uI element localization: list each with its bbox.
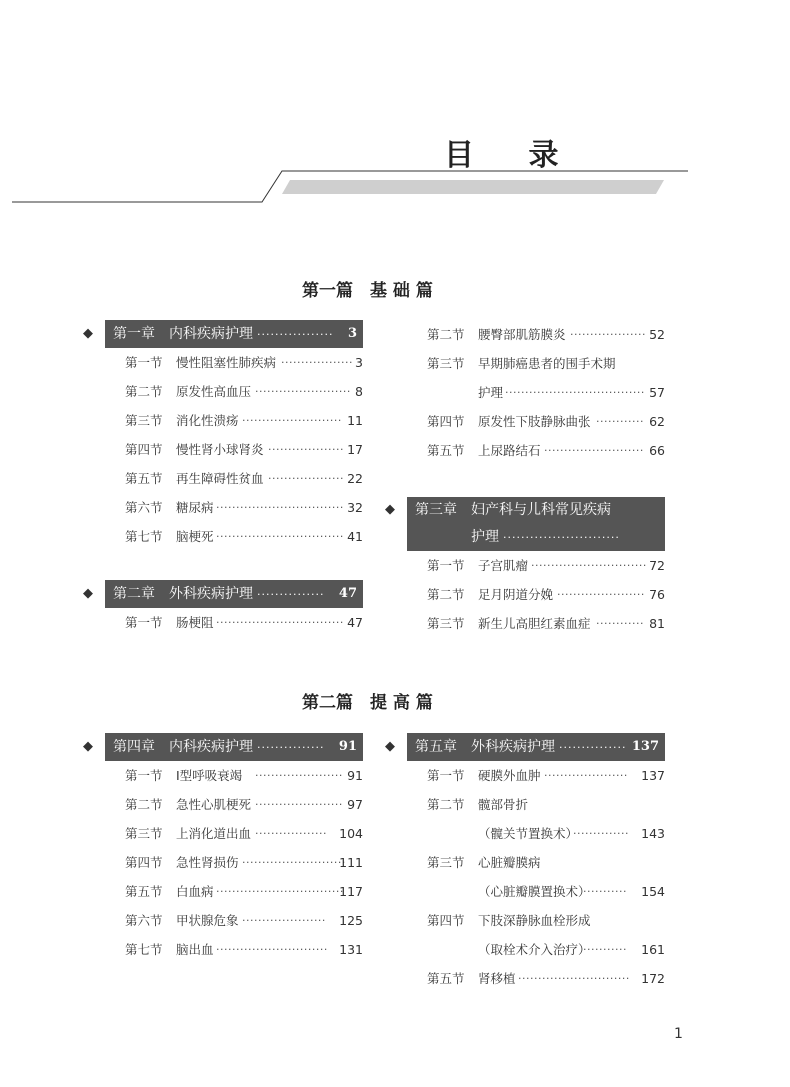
- leader-dots: ············: [596, 415, 644, 428]
- section-page: 62: [649, 414, 665, 429]
- leader-dots: ···················: [268, 472, 344, 485]
- section-row[interactable]: [91, 493, 363, 522]
- section-row[interactable]: [91, 790, 363, 819]
- section-number: 第四节: [125, 442, 163, 457]
- section-row[interactable]: [91, 906, 363, 935]
- section-title: 心脏瓣膜病: [478, 855, 541, 870]
- section-row[interactable]: [91, 377, 363, 406]
- section-row[interactable]: [91, 464, 363, 493]
- section-row[interactable]: [393, 935, 665, 964]
- section-title: 糖尿病: [176, 500, 214, 515]
- section-title: 足月阴道分娩: [478, 587, 554, 602]
- header-rule: [0, 168, 790, 208]
- section-title: 消化性溃疡: [176, 413, 239, 428]
- chapter-2[interactable]: [83, 580, 363, 608]
- leader-dots: ·····················: [544, 769, 628, 782]
- part-2-title: 第二篇 提 高 篇: [302, 693, 433, 713]
- section-number: 第一节: [427, 558, 465, 573]
- section-row[interactable]: [393, 378, 665, 407]
- section-number: 第三节: [125, 413, 163, 428]
- leader-dots: ·····················: [242, 914, 326, 927]
- section-number: 第一节: [125, 768, 163, 783]
- section-page: 72: [649, 558, 665, 573]
- section-row[interactable]: [91, 406, 363, 435]
- chapter-title: 内科疾病护理: [169, 739, 253, 755]
- section-row[interactable]: [393, 436, 665, 465]
- section-number: 第五节: [125, 884, 163, 899]
- section-title: 髋部骨折: [478, 797, 529, 812]
- section-page: 172: [641, 971, 665, 986]
- section-row[interactable]: [393, 964, 665, 993]
- section-title: 原发性高血压: [176, 384, 252, 399]
- leader-dots: ·····························: [531, 559, 647, 572]
- section-page: 137: [641, 768, 665, 783]
- leader-dots: ····························: [518, 972, 630, 985]
- section-title: 急性心肌梗死: [176, 797, 252, 812]
- section-page: 154: [641, 884, 665, 899]
- part-1-left-column: [83, 320, 363, 637]
- part-1-title: 第一篇 基 础 篇: [302, 281, 433, 301]
- section-row[interactable]: [393, 407, 665, 436]
- section-title: 肠梗阻: [176, 615, 214, 630]
- section-page: 11: [347, 413, 363, 428]
- section-number: 第五节: [427, 443, 465, 458]
- section-title: 再生障碍性贫血: [176, 471, 264, 486]
- diamond-icon: ◆: [83, 326, 93, 341]
- leader-dots: ···································: [505, 386, 645, 399]
- section-row[interactable]: [91, 435, 363, 464]
- page-title: 目 录: [444, 138, 581, 173]
- section-row[interactable]: [393, 877, 665, 906]
- chapter-title: 外科疾病护理: [169, 586, 253, 602]
- section-title: 早期肺癌患者的围手术期: [478, 356, 616, 371]
- leader-dots: ···················: [570, 328, 646, 341]
- section-page: 57: [649, 385, 665, 400]
- section-title: 原发性下肢静脉曲张: [478, 414, 591, 429]
- section-number: 第六节: [125, 913, 163, 928]
- leader-dots: ···········: [583, 943, 627, 956]
- page-number: 1: [674, 1026, 683, 1042]
- chapter-page: 3: [347, 326, 357, 341]
- section-page: 111: [339, 855, 363, 870]
- section-title: 慢性阻塞性肺疾病: [176, 355, 277, 370]
- section-page: 125: [339, 913, 363, 928]
- section-row[interactable]: [393, 609, 665, 638]
- section-title: 甲状腺危象: [176, 913, 239, 928]
- section-number: 第五节: [427, 971, 465, 986]
- section-row[interactable]: [393, 349, 665, 378]
- chapter-title: 外科疾病护理: [471, 739, 555, 755]
- section-page: 104: [339, 826, 363, 841]
- chapter-3[interactable]: [385, 497, 683, 551]
- section-number: 第四节: [125, 855, 163, 870]
- section-title: 肾移植: [478, 971, 516, 986]
- section-page: 97: [347, 797, 363, 812]
- section-number: 第七节: [125, 942, 163, 957]
- section-title: 慢性肾小球肾炎: [176, 442, 264, 457]
- section-title: 脑出血: [176, 942, 214, 957]
- section-page: 47: [347, 615, 363, 630]
- diamond-icon: ◆: [385, 739, 395, 754]
- part-2-right-column: [385, 733, 665, 993]
- part-1-right-column: [385, 320, 683, 638]
- section-page: 41: [347, 529, 363, 544]
- leader-dots: ··························: [503, 531, 620, 544]
- section-number: 第四节: [427, 913, 465, 928]
- chapter-page: 91: [338, 739, 357, 754]
- chapter-page: 72: [664, 529, 683, 544]
- leader-dots: ···········: [583, 885, 627, 898]
- section-title: 护理: [478, 385, 504, 400]
- diamond-icon: ◆: [83, 739, 93, 754]
- section-title: 腰臀部肌筋膜炎: [478, 327, 566, 342]
- section-row[interactable]: [91, 935, 363, 964]
- chapter-page: 137: [631, 739, 659, 754]
- section-page: 52: [649, 327, 665, 342]
- section-number: 第一节: [125, 355, 163, 370]
- section-title: 脑梗死: [176, 529, 214, 544]
- section-page: 8: [355, 384, 363, 399]
- leader-dots: ···············: [257, 588, 325, 601]
- section-row[interactable]: [91, 761, 363, 790]
- section-number: 第三节: [427, 855, 465, 870]
- section-page: 32: [347, 500, 363, 515]
- section-title: （心脏瓣膜置换术）: [478, 884, 591, 899]
- chapter-number: 第一章: [113, 326, 155, 342]
- section-title: （髋关节置换术）: [478, 826, 579, 841]
- section-title: 上尿路结石: [478, 443, 541, 458]
- section-row[interactable]: [393, 761, 665, 790]
- leader-dots: ·················: [257, 328, 334, 341]
- section-row[interactable]: [91, 848, 363, 877]
- chapter-title: 内科疾病护理: [169, 326, 253, 342]
- section-title: （取栓术介入治疗）: [478, 942, 591, 957]
- chapter-1[interactable]: [83, 320, 363, 348]
- section-page: 17: [347, 442, 363, 457]
- section-number: 第六节: [125, 500, 163, 515]
- chapter-number: 第二章: [113, 586, 155, 602]
- section-number: 第七节: [125, 529, 163, 544]
- leader-dots: ··················: [255, 827, 327, 840]
- section-title: 急性肾损伤: [176, 855, 239, 870]
- leader-dots: ·························: [242, 414, 342, 427]
- leader-dots: ··························: [242, 856, 346, 869]
- section-title: 白血病: [176, 884, 214, 899]
- diamond-icon: ◆: [385, 502, 395, 517]
- leader-dots: ··················: [281, 356, 353, 369]
- chapter-4[interactable]: [83, 733, 363, 761]
- section-title: 上消化道出血: [176, 826, 252, 841]
- section-page: 143: [641, 826, 665, 841]
- section-number: 第一节: [125, 615, 163, 630]
- chapter-number: 第三章: [415, 502, 457, 518]
- section-row[interactable]: [393, 848, 665, 877]
- section-row[interactable]: [91, 877, 363, 906]
- leader-dots: ························: [255, 385, 351, 398]
- section-title: Ⅰ型呼吸衰竭: [176, 768, 243, 783]
- leader-dots: ································: [216, 616, 344, 629]
- leader-dots: ································: [216, 885, 344, 898]
- leader-dots: ······················: [557, 588, 645, 601]
- section-row[interactable]: [393, 580, 665, 609]
- leader-dots: ································: [216, 501, 344, 514]
- chapter-number: 第五章: [415, 739, 457, 755]
- section-number: 第三节: [125, 826, 163, 841]
- leader-dots: ···················: [268, 443, 344, 456]
- section-number: 第三节: [427, 356, 465, 371]
- section-number: 第五节: [125, 471, 163, 486]
- section-page: 81: [649, 616, 665, 631]
- part-2-left-column: [83, 733, 363, 964]
- section-page: 22: [347, 471, 363, 486]
- section-title: 新生儿高胆红素血症: [478, 616, 591, 631]
- section-number: 第四节: [427, 414, 465, 429]
- leader-dots: ······················: [255, 769, 343, 782]
- section-row[interactable]: [393, 551, 665, 580]
- leader-dots: ··············: [573, 827, 629, 840]
- section-row[interactable]: [91, 608, 363, 637]
- section-title: 硬膜外血肿: [478, 768, 541, 783]
- section-page: 161: [641, 942, 665, 957]
- section-title: 下肢深静脉血栓形成: [478, 913, 591, 928]
- section-row[interactable]: [393, 320, 665, 349]
- leader-dots: ······················: [255, 798, 343, 811]
- chapter-page: 47: [338, 586, 357, 601]
- section-row[interactable]: [393, 819, 665, 848]
- leader-dots: ············: [596, 617, 644, 630]
- section-page: 91: [347, 768, 363, 783]
- leader-dots: ····························: [216, 943, 328, 956]
- section-page: 66: [649, 443, 665, 458]
- section-number: 第三节: [427, 616, 465, 631]
- section-page: 3: [355, 355, 363, 370]
- section-page: 117: [339, 884, 363, 899]
- section-page: 76: [649, 587, 665, 602]
- chapter-title: 妇产科与儿科常见疾病: [471, 502, 611, 518]
- section-row[interactable]: [393, 906, 665, 935]
- section-page: 131: [339, 942, 363, 957]
- leader-dots: ·························: [544, 444, 644, 457]
- chapter-number: 第四章: [113, 739, 155, 755]
- chapter-5[interactable]: [385, 733, 665, 761]
- section-row[interactable]: [91, 819, 363, 848]
- section-number: 第二节: [427, 587, 465, 602]
- section-row[interactable]: [393, 790, 665, 819]
- leader-dots: ································: [216, 530, 344, 543]
- section-number: 第二节: [125, 384, 163, 399]
- section-row[interactable]: [91, 522, 363, 551]
- chapter-title-line-2: [415, 524, 683, 551]
- chapter-title-continued: 护理: [471, 529, 499, 545]
- section-title: 子宫肌瘤: [478, 558, 529, 573]
- section-number: 第二节: [125, 797, 163, 812]
- leader-dots: ···············: [257, 741, 325, 754]
- section-number: 第一节: [427, 768, 465, 783]
- section-row[interactable]: [91, 348, 363, 377]
- section-number: 第二节: [427, 327, 465, 342]
- section-number: 第二节: [427, 797, 465, 812]
- diamond-icon: ◆: [83, 586, 93, 601]
- leader-dots: ···············: [559, 741, 627, 754]
